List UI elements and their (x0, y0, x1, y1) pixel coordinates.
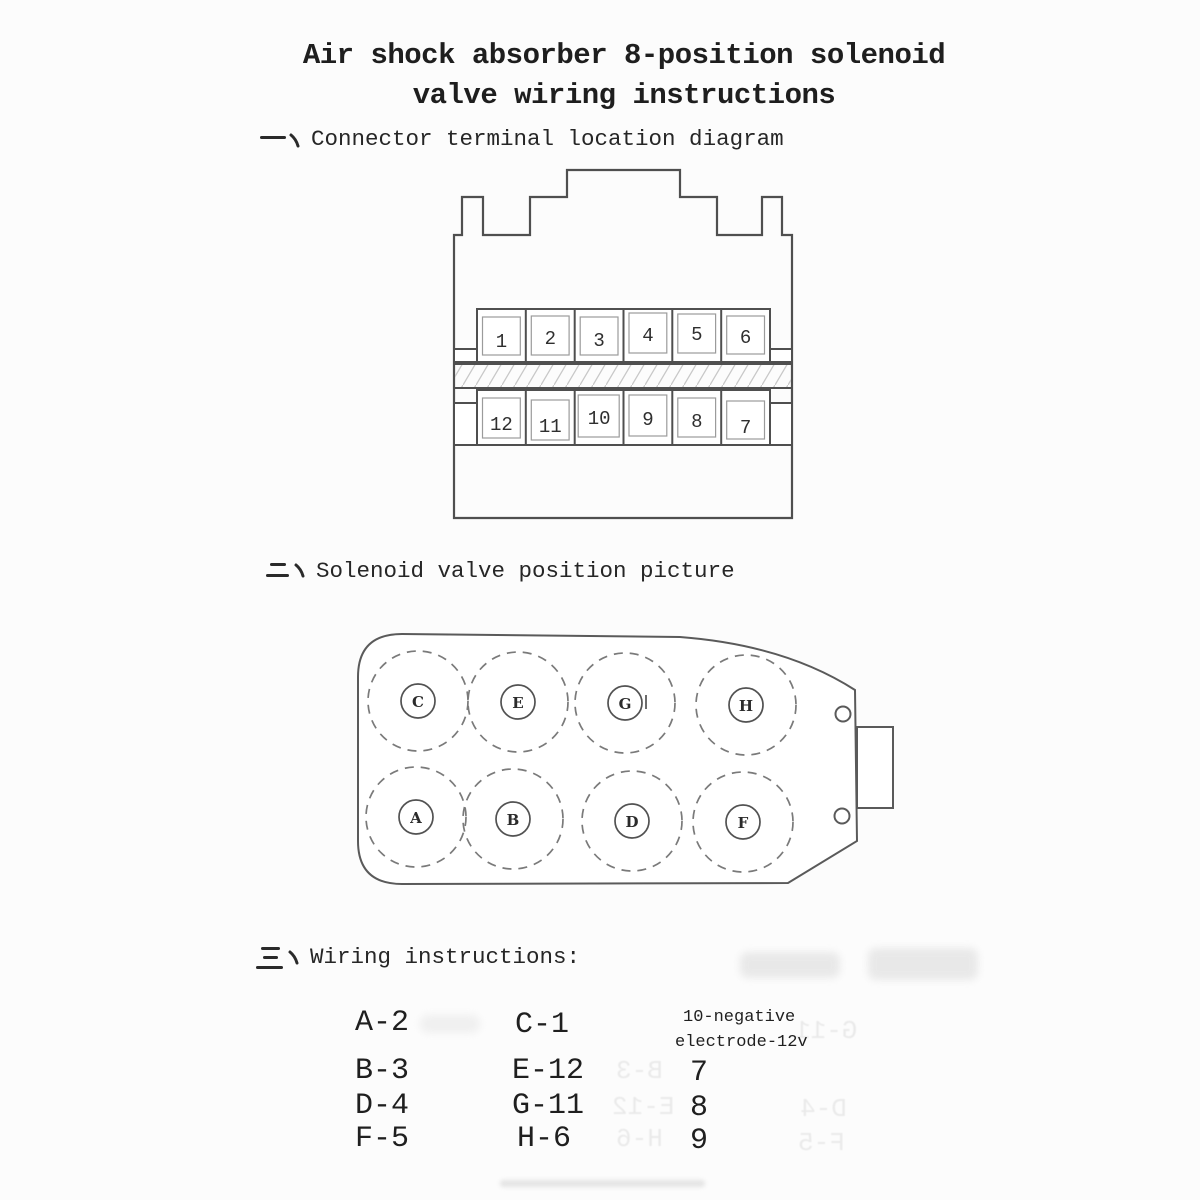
scan-smudge (868, 948, 978, 980)
cjk-comma-tick (293, 562, 307, 580)
wiring-pair: A-2 (355, 1006, 410, 1040)
section-one-heading: Connector terminal location diagram (311, 126, 784, 152)
cjk-comma-tick (288, 132, 302, 150)
valve-position-label: G (618, 695, 632, 713)
terminal-number: 2 (544, 328, 557, 350)
cjk-two-bar-top (270, 563, 286, 566)
section-three-heading: Wiring instructions: (310, 944, 581, 970)
terminal-number: 6 (739, 327, 752, 349)
page-title-line1: Air shock absorber 8-position solenoid (302, 39, 946, 72)
wiring-pair: G-11 (512, 1089, 585, 1123)
negative-electrode-note-line2: electrode-12v (675, 1033, 808, 1052)
section-two-marker (266, 558, 314, 584)
connector-middle-band (454, 364, 792, 388)
terminal-number: 9 (642, 409, 654, 431)
scan-smudge (740, 952, 840, 978)
section-one-marker (260, 130, 306, 156)
solenoid-valve-diagram (350, 625, 900, 895)
ghost-text: B-3 (616, 1056, 663, 1086)
connector-terminal-diagram (450, 165, 795, 525)
scan-smudge (420, 1015, 480, 1033)
wiring-pair: B-3 (355, 1054, 410, 1088)
valve-position-label: E (512, 694, 524, 712)
wiring-terminal: 8 (690, 1091, 709, 1125)
wiring-pair: C-1 (515, 1008, 570, 1042)
terminal-number: 1 (495, 331, 508, 353)
ghost-text: F-5 (798, 1128, 845, 1158)
negative-electrode-note-line1: 10-negative (683, 1008, 796, 1027)
valve-position-label: A (410, 809, 422, 827)
valve-position-label: H (738, 697, 754, 715)
terminal-number: 3 (593, 330, 605, 352)
wiring-pair: E-12 (512, 1054, 585, 1088)
wiring-pair: D-4 (355, 1089, 410, 1123)
page-title (300, 36, 948, 116)
page-title-line2: valve wiring instructions (412, 79, 836, 112)
ghost-text: D-4 (800, 1094, 847, 1124)
ghost-text: G-11 (795, 1016, 858, 1046)
terminal-number: 12 (489, 414, 513, 436)
cjk-three-bar-top (261, 947, 280, 950)
terminal-number: 4 (642, 325, 654, 347)
scan-smudge (500, 1180, 705, 1187)
ghost-text: E-12 (612, 1092, 675, 1122)
terminal-number: 8 (691, 411, 703, 433)
wiring-pair: H-6 (517, 1122, 572, 1156)
terminal-number: 11 (538, 416, 562, 438)
cjk-three-bar-bottom (256, 966, 283, 969)
valve-position-label: C (412, 693, 424, 711)
wiring-pair: F-5 (355, 1122, 410, 1156)
cjk-comma-tick (287, 949, 301, 967)
cjk-one-bar (260, 136, 286, 139)
terminal-number: 5 (691, 324, 703, 346)
cjk-three-bar-middle (263, 956, 278, 959)
ghost-text: H-6 (616, 1124, 663, 1154)
valve-position-label: B (506, 811, 520, 829)
wiring-terminal: 9 (690, 1124, 709, 1158)
cjk-two-bar-bottom (266, 574, 289, 577)
section-two-heading: Solenoid valve position picture (316, 558, 735, 584)
section-three-marker (256, 944, 306, 974)
terminal-number: 10 (587, 408, 611, 430)
wiring-terminal: 7 (690, 1056, 709, 1090)
terminal-number: 7 (739, 417, 752, 439)
valve-connector-tab (857, 727, 893, 808)
valve-position-label: D (625, 813, 639, 831)
valve-position-label: F (737, 814, 749, 832)
